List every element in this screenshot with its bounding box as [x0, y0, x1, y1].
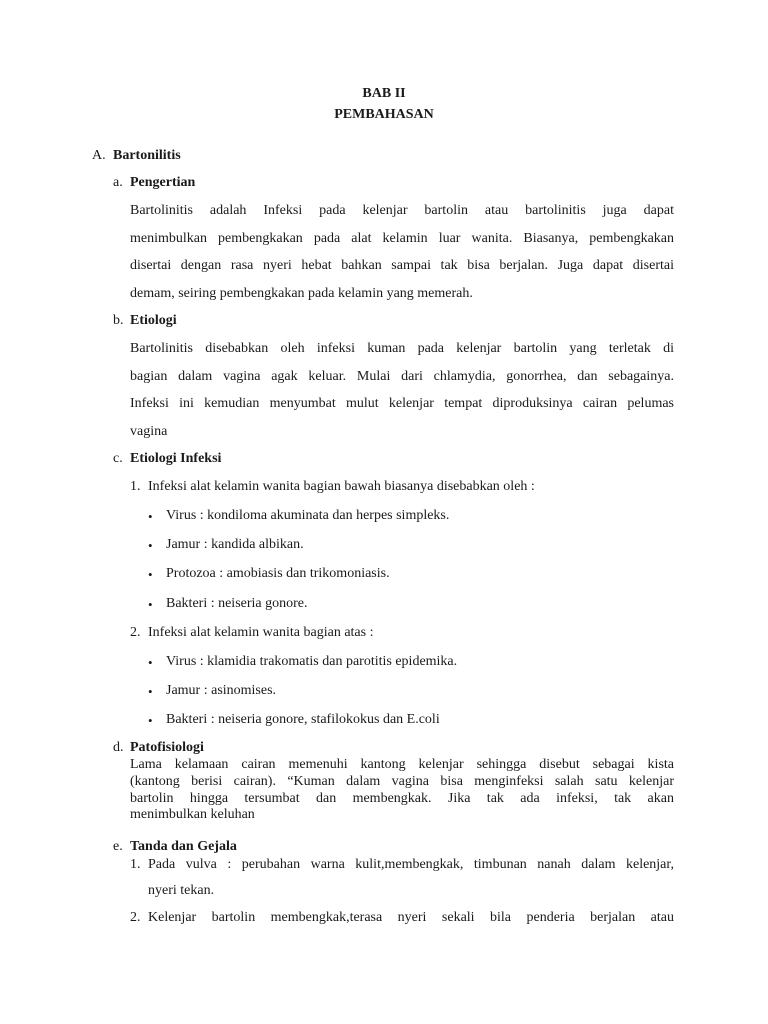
paragraph-line: bagian dalam vagina agak keluar. Mulai dari chlamydia, gonorrhea, dan sebagainya. [130, 369, 674, 384]
chapter-title: PEMBAHASAN [334, 107, 434, 122]
bullet-item: Jamur : kandida albikan. [166, 537, 304, 552]
subsection-d-title: Patofisiologi [130, 740, 204, 755]
paragraph-line: menimbulkan pembengkakan pada alat kelamin luar wanita. Biasanya, pembengkakan [130, 231, 674, 246]
subsection-b-marker: b. [113, 313, 124, 328]
bullet-glyph: • [148, 684, 153, 699]
bullet-glyph: • [148, 567, 153, 582]
bullet-item: Bakteri : neiseria gonore. [166, 596, 308, 611]
list-item-text-cont: nyeri tekan. [148, 883, 215, 898]
subsection-d-marker: d. [113, 740, 124, 755]
subsection-c-title: Etiologi Infeksi [130, 451, 222, 466]
bullet-item: Jamur : asinomises. [166, 683, 277, 698]
list-item-text: Infeksi alat kelamin wanita bagian atas : [148, 625, 374, 640]
paragraph-line: Lama kelamaan cairan memenuhi kantong kelenjar sehingga disebut sebagai kista [130, 757, 674, 772]
paragraph-line: bartolin hingga tersumbat dan membengkak. Jika tak ada infeksi, tak akan [130, 791, 674, 806]
bullet-glyph: • [148, 597, 153, 612]
bullet-item: Bakteri : neiseria gonore, stafilokokus dan E.coli [166, 712, 440, 727]
list-number: 1. [130, 857, 141, 872]
bullet-item: Virus : kondiloma akuminata dan herpes simpleks. [166, 508, 450, 523]
list-item-text: Kelenjar bartolin membengkak,terasa nyeri sekali bila penderia berjalan atau [148, 910, 674, 925]
paragraph-line: demam, seiring pembengkakan pada kelamin yang memerah. [130, 286, 473, 301]
list-item-text: Infeksi alat kelamin wanita bagian bawah biasanya disebabkan oleh : [148, 479, 535, 494]
bullet-glyph: • [148, 538, 153, 553]
subsection-a-title: Pengertian [130, 175, 196, 190]
paragraph-line: disertai dengan rasa nyeri hebat bahkan sampai tak bisa berjalan. Juga dapat disertai [130, 258, 674, 273]
list-number: 2. [130, 910, 141, 925]
bullet-item: Virus : klamidia trakomatis dan parotitis epidemika. [166, 654, 458, 669]
paragraph-line: Bartolinitis disebabkan oleh infeksi kuman pada kelenjar bartolin yang terletak di [130, 341, 674, 356]
bullet-glyph: • [148, 509, 153, 524]
paragraph-line: (kantong berisi cairan). “Kuman dalam vagina bisa menginfeksi salah satu kelenjar [130, 774, 674, 789]
subsection-b-title: Etiologi [130, 313, 177, 328]
bullet-glyph: • [148, 713, 153, 728]
subsection-a-marker: a. [113, 175, 123, 190]
bullet-glyph: • [148, 655, 153, 670]
subsection-c-marker: c. [113, 451, 123, 466]
bullet-item: Protozoa : amobiasis dan trikomoniasis. [166, 566, 390, 581]
section-a-marker: A. [92, 148, 106, 163]
paragraph-line: Bartolinitis adalah Infeksi pada kelenjar bartolin atau bartolinitis juga dapat [130, 203, 674, 218]
subsection-e-title: Tanda dan Gejala [130, 839, 237, 854]
paragraph-line: vagina [130, 424, 168, 439]
list-number: 1. [130, 479, 141, 494]
section-a-title: Bartonilitis [113, 148, 181, 163]
list-number: 2. [130, 625, 141, 640]
chapter-heading: BAB II [362, 86, 406, 101]
paragraph-line: menimbulkan keluhan [130, 807, 255, 822]
list-item-text: Pada vulva : perubahan warna kulit,membengkak, timbunan nanah dalam kelenjar, [148, 857, 674, 872]
subsection-e-marker: e. [113, 839, 123, 854]
paragraph-line: Infeksi ini kemudian menyumbat mulut kelenjar tempat diproduksinya cairan pelumas [130, 396, 674, 411]
